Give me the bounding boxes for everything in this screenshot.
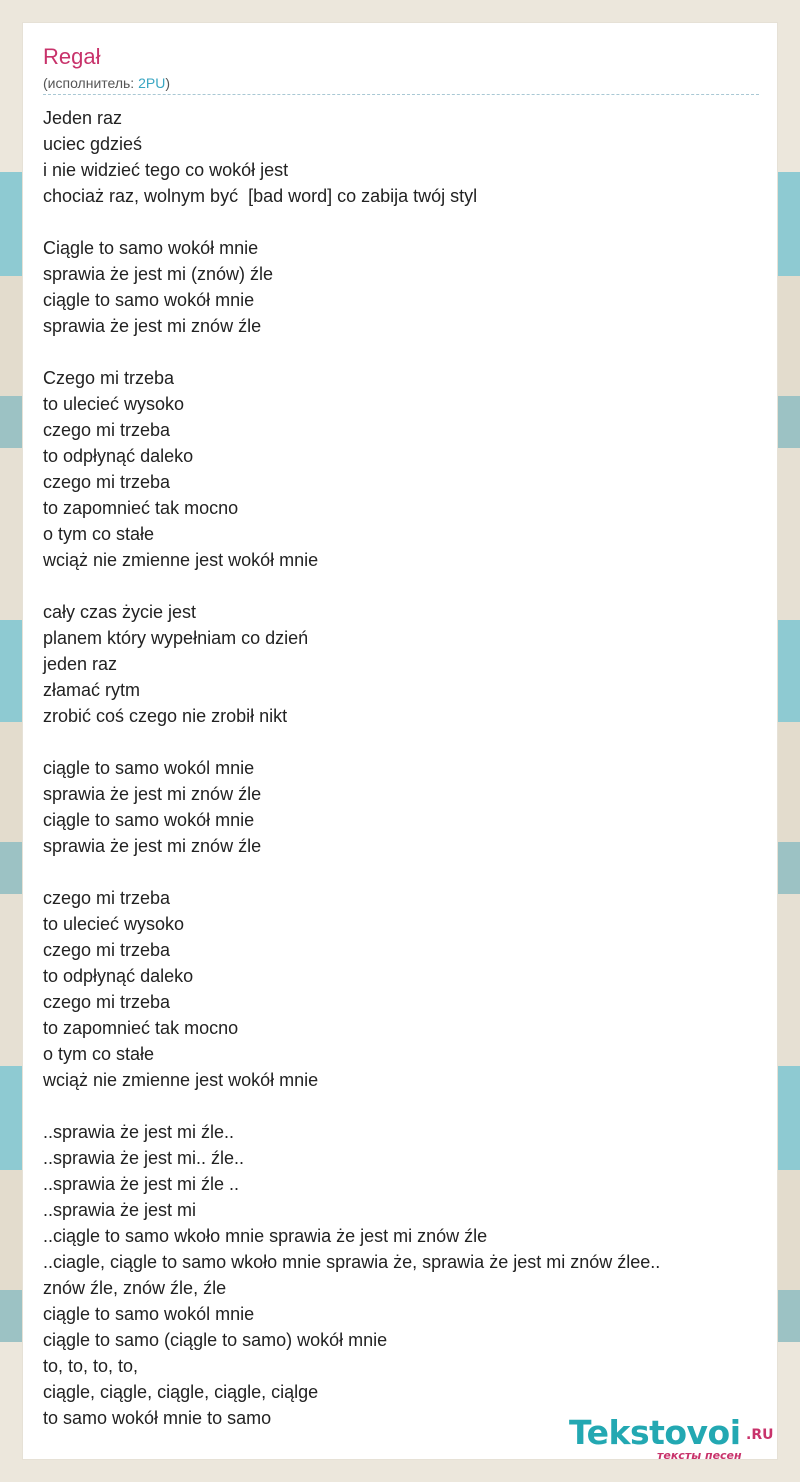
- lyrics-line: to zapomnieć tak mocno: [43, 1018, 239, 1038]
- lyrics-line: ..sprawia że jest mi.. źle..: [43, 1148, 245, 1168]
- artist-prefix: (исполнитель:: [43, 75, 139, 91]
- lyrics-line: to zapomnieć tak mocno: [43, 498, 239, 518]
- lyrics-line: ciągle to samo wokól mnie: [43, 1304, 255, 1324]
- lyrics-card: [22, 22, 778, 1460]
- lyrics-line: [43, 1093, 759, 1119]
- lyrics-line: ciągle to samo wokół mnie: [43, 810, 255, 830]
- lyrics-line: to samo wokół mnie to samo: [43, 1408, 272, 1428]
- lyrics-line: wciąż nie zmienne jest wokół mnie: [43, 550, 319, 570]
- lyrics-line: czego mi trzeba: [43, 888, 171, 908]
- lyrics-line: Ciągle to samo wokół mnie: [43, 238, 259, 258]
- lyrics-line: [43, 859, 759, 885]
- lyrics-line: ..ciągle to samo wkoło mnie sprawia że jest mi znów źle: [43, 1226, 488, 1246]
- song-title: Regał: [43, 44, 101, 69]
- lyrics-line: złamać rytm: [43, 680, 141, 700]
- lyrics-line: cały czas życie jest: [43, 602, 197, 622]
- lyrics-line: ..sprawia że jest mi źle..: [43, 1122, 235, 1142]
- logo-wordmark: Tekstovoi: [569, 1413, 741, 1452]
- lyrics-line: i nie widzieć tego co wokół jest: [43, 160, 289, 180]
- lyrics-line: ..ciagle, ciągle to samo wkoło mnie sprawia że, sprawia że jest mi znów źlee..: [43, 1252, 661, 1272]
- lyrics-line: to ulecieć wysoko: [43, 914, 185, 934]
- lyrics-line: to, to, to, to,: [43, 1356, 139, 1376]
- logo-tld: .RU: [746, 1427, 774, 1443]
- lyrics-line: sprawia że jest mi znów źle: [43, 316, 262, 336]
- lyrics-line: uciec gdzieś: [43, 134, 143, 154]
- artist-line: [43, 74, 170, 92]
- lyrics-line: planem który wypełniam co dzień: [43, 628, 309, 648]
- site-logo[interactable]: [569, 1415, 779, 1463]
- lyrics-line: chociaż raz, wolnym być [bad word] co zabija twój styl: [43, 186, 478, 206]
- lyrics-line: ciągle to samo (ciągle to samo) wokół mnie: [43, 1330, 388, 1350]
- lyrics-line: o tym co stałe: [43, 524, 155, 544]
- lyrics-line: czego mi trzeba: [43, 940, 171, 960]
- lyrics-line: [43, 339, 759, 365]
- lyrics-line: wciąż nie zmienne jest wokół mnie: [43, 1070, 319, 1090]
- lyrics-line: [43, 573, 759, 599]
- lyrics-line: [43, 729, 759, 755]
- lyrics-line: czego mi trzeba: [43, 992, 171, 1012]
- artist-suffix: ): [165, 75, 170, 91]
- lyrics-line: zrobić coś czego nie zrobił nikt: [43, 706, 288, 726]
- lyrics-line: ..sprawia że jest mi źle ..: [43, 1174, 240, 1194]
- artist-link[interactable]: 2PU: [138, 75, 166, 91]
- lyrics-line: jeden raz: [43, 654, 118, 674]
- lyrics-line: [43, 209, 759, 235]
- title-divider: [43, 94, 759, 95]
- lyrics-line: ciągle, ciągle, ciągle, ciągle, ciąlge: [43, 1382, 319, 1402]
- lyrics-line: ciągle to samo wokół mnie: [43, 290, 255, 310]
- lyrics-line: czego mi trzeba: [43, 472, 171, 492]
- lyrics-line: to ulecieć wysoko: [43, 394, 185, 414]
- lyrics-line: ciągle to samo wokól mnie: [43, 758, 255, 778]
- lyrics-text: [43, 105, 759, 1431]
- lyrics-line: Czego mi trzeba: [43, 368, 175, 388]
- lyrics-line: ..sprawia że jest mi: [43, 1200, 197, 1220]
- lyrics-line: sprawia że jest mi znów źle: [43, 784, 262, 804]
- lyrics-line: czego mi trzeba: [43, 420, 171, 440]
- logo-subtitle: тексты песен: [657, 1449, 742, 1462]
- lyrics-line: Jeden raz: [43, 108, 123, 128]
- lyrics-line: sprawia że jest mi znów źle: [43, 836, 262, 856]
- lyrics-line: znów źle, znów źle, źle: [43, 1278, 227, 1298]
- lyrics-line: to odpłynąć daleko: [43, 966, 194, 986]
- lyrics-line: to odpłynąć daleko: [43, 446, 194, 466]
- lyrics-line: sprawia że jest mi (znów) źle: [43, 264, 274, 284]
- lyrics-line: o tym co stałe: [43, 1044, 155, 1064]
